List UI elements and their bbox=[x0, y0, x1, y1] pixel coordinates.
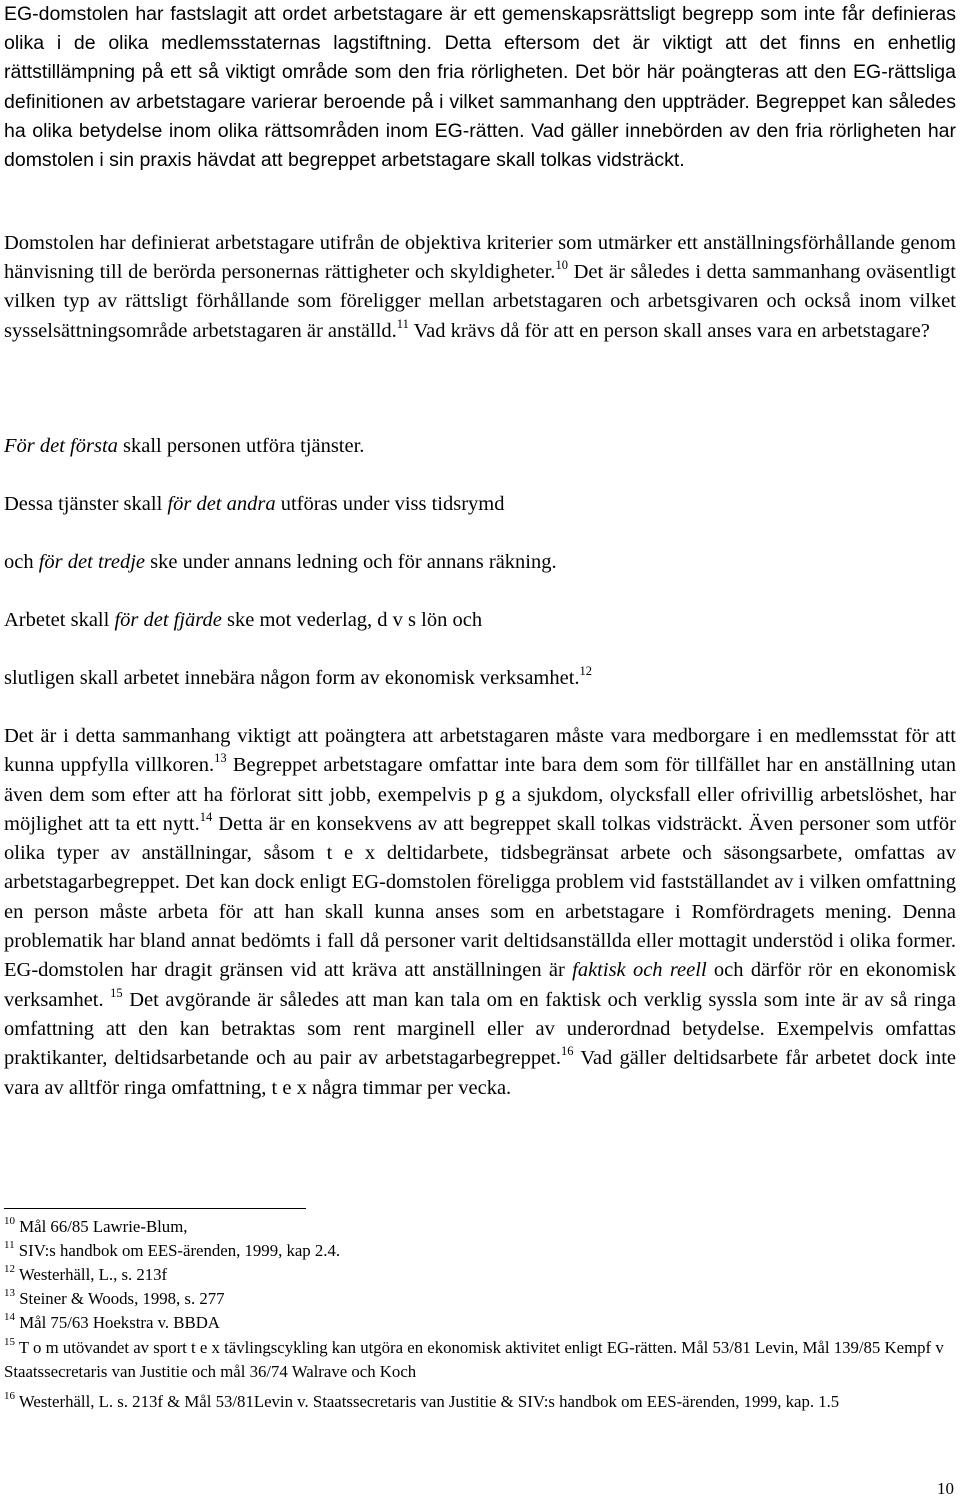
footnote-15 bbox=[4, 1336, 956, 1383]
paragraph-3-text-3: Detta är en konsekvens av att begreppet skall tolkas vidsträckt. Även personer som utför olika typer av anställningar, såsom t e x deltidarbete, tidsbegränsat arbete och säsongsarbete, omfattas av arbetstagarbegreppet. Det kan dock enligt EG-domstolen föreligga problem vid fastställandet av i vilken omfattning en person måste arbeta för att han skall kunna anses som en arbetstagare i Romfördragets mening. Denna problematik har bland annat bedömts i fall då personer varit deltidsanställda eller mottagit understöd i olika former. EG-domstolen har dragit gränsen vid att kräva att anställningen är bbox=[4, 812, 956, 982]
page-number: 10 bbox=[937, 1479, 954, 1498]
paragraph-2 bbox=[4, 229, 956, 346]
criterion-5-text: slutligen skall arbetet innebära någon form av ekonomisk verksamhet. bbox=[4, 667, 580, 689]
criterion-2-text-b: utföras under viss tidsrymd bbox=[275, 493, 505, 515]
criterion-1-emphasis: För det första bbox=[4, 435, 118, 457]
footnote-text: Westerhäll, L., s. 213f bbox=[15, 1265, 168, 1284]
footnote-text: Mål 66/85 Lawrie-Blum, bbox=[15, 1217, 188, 1236]
footnote-ref-10[interactable]: 10 bbox=[555, 258, 568, 273]
footnote-14 bbox=[4, 1312, 956, 1334]
footnote-ref-12[interactable]: 12 bbox=[579, 664, 593, 679]
footnote-ref-15[interactable]: 15 bbox=[110, 985, 123, 1000]
criterion-1-text: skall personen utföra tjänster. bbox=[117, 435, 365, 457]
criterion-3-emphasis: för det tredje bbox=[38, 551, 146, 573]
footnote-12 bbox=[4, 1264, 956, 1286]
footnote-ref-14[interactable]: 14 bbox=[199, 810, 213, 825]
footnote-text: Mål 75/63 Hoekstra v. BBDA bbox=[15, 1313, 220, 1332]
footnote-number: 15 bbox=[4, 1336, 15, 1349]
criterion-4-emphasis: för det fjärde bbox=[114, 609, 222, 631]
criterion-2-emphasis: för det andra bbox=[167, 493, 276, 515]
paragraph-3-text-1: Det är i detta sammanhang viktigt att poängtera att arbetstagaren måste vara medborgare i en medlemsstat för att kunna uppfylla villkoren. bbox=[4, 725, 956, 777]
paragraph-3-text-6: Vad gäller deltidsarbete får arbetet dock inte vara av alltför ringa omfattning, t e x några timmar per vecka. bbox=[4, 1047, 957, 1099]
paragraph-3-text-2: Begreppet arbetstagare omfattar inte bara dem som för tillfället har en anställning utan även dem som efter att ha förlorat sitt jobb, exempelvis p g a sjukdom, olycksfall eller ofrivillig arbetslöshet, har möjlighet att ta ett nytt. bbox=[4, 754, 956, 835]
footnote-text: T o m utövandet av sport t e x tävlingscykling kan utgöra en ekonomisk aktivitet enligt EG-rätten. Mål 53/81 Levin, Mål 139/85 Kempf v Staatssecretaris van Justitie och mål 36/74 Walrave och Koch bbox=[4, 1338, 944, 1381]
paragraph-1 bbox=[4, 0, 956, 175]
footnote-number: 10 bbox=[4, 1215, 15, 1228]
footnote-number: 12 bbox=[4, 1263, 15, 1276]
paragraph-3 bbox=[4, 722, 956, 1103]
criterion-5 bbox=[4, 664, 592, 693]
footnote-text: SIV:s handbok om EES-ärenden, 1999, kap 2.4. bbox=[14, 1241, 341, 1260]
footnote-separator bbox=[4, 1208, 306, 1209]
paragraph-3-emphasis: faktisk och reell bbox=[572, 959, 707, 982]
footnote-number: 11 bbox=[4, 1239, 15, 1252]
criterion-1 bbox=[4, 432, 364, 461]
criterion-3 bbox=[4, 548, 557, 577]
paragraph-3-text-5: Det avgörande är således att man kan tala om en faktisk och verklig syssla som inte är av så ringa omfattning att den kan betraktas som rent marginell eller av underordnad betydelse. Exempelvis omfattas praktikanter, deltidsarbetande och au pair av arbetstagarbegreppet. bbox=[4, 988, 957, 1070]
footnote-ref-13[interactable]: 13 bbox=[214, 751, 227, 766]
footnote-number: 14 bbox=[4, 1311, 15, 1324]
footnote-text: Westerhäll, L. s. 213f & Mål 53/81Levin v. Staatssecretaris van Justitie & SIV:s handbok om EES-ärenden, 1999, kap. 1.5 bbox=[15, 1392, 840, 1411]
criterion-4-text-a: Arbetet skall bbox=[4, 609, 115, 631]
footnote-number: 16 bbox=[4, 1390, 15, 1403]
paragraph-2-text-2: Det är således i detta sammanhang oväsentligt vilken typ av rättsligt förhållande som föreligger mellan arbetstagaren och arbetsgivaren och också inom vilket sysselsättningsområde arbetstagaren är anställd. bbox=[4, 261, 956, 342]
footnote-16 bbox=[4, 1390, 956, 1414]
paragraph-2-text-3: Vad krävs då för att en person skall anses vara en arbetstagare? bbox=[408, 319, 930, 342]
footnote-ref-16[interactable]: 16 bbox=[561, 1044, 574, 1059]
criterion-4-text-b: ske mot vederlag, d v s lön och bbox=[221, 609, 483, 631]
footnote-13 bbox=[4, 1288, 956, 1310]
criterion-3-text-a: och bbox=[4, 551, 39, 573]
criterion-2 bbox=[4, 490, 505, 519]
footnote-text: Steiner & Woods, 1998, s. 277 bbox=[15, 1289, 225, 1308]
criterion-2-text-a: Dessa tjänster skall bbox=[4, 493, 168, 515]
paragraph-1-text: EG-domstolen har fastslagit att ordet arbetstagare är ett gemenskapsrättsligt begrepp som inte får definieras olika i de olika medlemsstaternas lagstiftning. Detta eftersom det är viktigt att det finns en enhetlig rättstillämpning på ett så viktigt område som den fria rörligheten. Det bör här poängteras att den EG-rättsliga definitionen av arbetstagare varierar beroende på i vilket sammanhang den uppträder. Begreppet kan således ha olika betydelse inom olika rättsområden inom EG-rätten. Vad gäller innebörden av den fria rörligheten har domstolen i sin praxis hävdat att begreppet arbetstagare skall tolkas vidsträckt. bbox=[4, 3, 956, 172]
criterion-3-text-b: ske under annans ledning och för annans räkning. bbox=[145, 551, 557, 573]
footnote-number: 13 bbox=[4, 1287, 15, 1300]
footnote-10 bbox=[4, 1216, 956, 1238]
paragraph-3-text-4: och därför rör en ekonomisk verksamhet. bbox=[4, 959, 956, 1011]
paragraph-2-text-1: Domstolen har definierat arbetstagare utifrån de objektiva kriterier som utmärker ett anställningsförhållande genom hänvisning till de berörda personernas rättigheter och skyldigheter. bbox=[4, 232, 956, 284]
footnote-11 bbox=[4, 1240, 956, 1262]
footnote-ref-11[interactable]: 11 bbox=[396, 316, 409, 331]
criterion-4 bbox=[4, 606, 482, 635]
